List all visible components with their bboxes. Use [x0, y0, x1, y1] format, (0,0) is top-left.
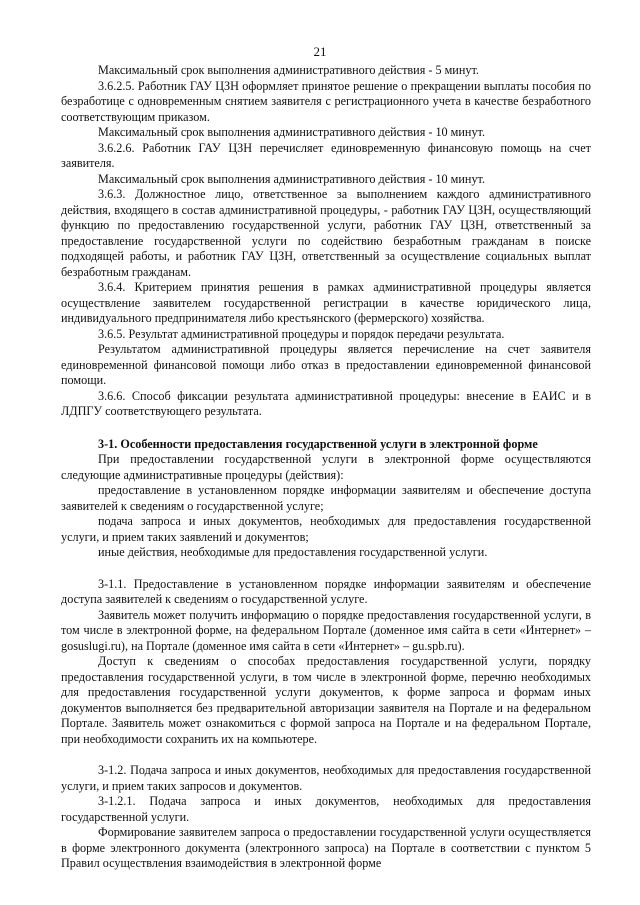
- section-heading-3-1: 3-1. Особенности предоставления государственной услуги в электронной форме: [98, 436, 538, 451]
- paragraph-applicant-info: Заявитель может получить информацию о порядке предоставления государственной услуги, в том числе в электронной форме, на федеральном Портале (доменное имя сайта в сети «Интернет» – gosuslugi.ru), на Портале (доменное имя сайта в сети «Интернет» – gu.spb.ru).: [61, 607, 591, 653]
- paragraph-max-time-5: Максимальный срок выполнения административного действия - 5 минут.: [98, 63, 479, 77]
- paragraph-max-time-10-a: Максимальный срок выполнения административного действия - 10 минут.: [98, 125, 485, 139]
- paragraph-3-6-3: 3.6.3. Должностное лицо, ответственное за выполнением каждого административного действия, входящего в состав административной процедуры, - работник ГАУ ЦЗН, осуществляющий функцию по предоставлению государственной услуги, работник ГАУ ЦЗН, ответственный за предоставление государственной услуги по содействию безработным гражданам в поиске подходящей работы, и работник ГАУ ЦЗН, ответственный за осуществление социальных выплат безработным гражданам.: [61, 187, 591, 279]
- document-body: [61, 63, 591, 872]
- paragraph-3-6-6: 3.6.6. Способ фиксации результата административной процедуры: внесение в ЕАИС и в ЛДПГУ соответствующего результата.: [61, 388, 591, 418]
- paragraph-3-6-4: 3.6.4. Критерием принятия решения в рамках административной процедуры является осуществление заявителем государственной регистрации в качестве юридического лица, индивидуального предпринимателя либо крестьянского (фермерского) хозяйства.: [61, 280, 591, 325]
- paragraph-3-1-2: 3-1.2. Подача запроса и иных документов, необходимых для предоставления государственной услуги, и прием таких запросов и документов.: [61, 763, 591, 793]
- paragraph-3-1-1: 3-1.1. Предоставление в установленном порядке информации заявителям и обеспечение доступа заявителей к сведениям о государственной услуге.: [61, 576, 591, 606]
- paragraph-3-6-5: 3.6.5. Результат административной процедуры и порядок передачи результата.: [98, 326, 505, 341]
- paragraph-max-time-10-b: Максимальный срок выполнения административного действия - 10 минут.: [98, 171, 485, 186]
- paragraph-procedure-submission: подача запроса и иных документов, необходимых для предоставления государственной услуги, и прием таких заявлений и документов;: [61, 514, 591, 544]
- paragraph-result: Результатом административной процедуры является перечисление на счет заявителя единовременной финансовой помощи либо отказ в предоставлении единовременной финансовой помощи.: [61, 342, 591, 387]
- paragraph-request-formation: Формирование заявителем запроса о предоставлении государственной услуги осуществляется в форме электронного документа (электронного запроса) на Портале в соответствии с пунктом 5 Правил осуществления взаимодействия в электронной форме: [61, 825, 591, 870]
- paragraph-3-6-2-5: 3.6.2.5. Работник ГАУ ЦЗН оформляет принятое решение о прекращении выплаты пособия по безработице с одновременным снятием заявителя с регистрационного учета в качестве безработного соответствующим приказом.: [61, 78, 591, 124]
- paragraph-3-6-2-6: 3.6.2.6. Работник ГАУ ЦЗН перечисляет единовременную финансовую помощь на счет заявителя.: [61, 140, 591, 170]
- paragraph-electronic-intro: При предоставлении государственной услуги в электронной форме осуществляются следующие административные процедуры (действия):: [61, 452, 591, 482]
- page-number: 21: [313, 44, 327, 59]
- paragraph-3-1-2-1: 3-1.2.1. Подача запроса и иных документов, необходимых для предоставления государственной услуги.: [61, 794, 591, 824]
- paragraph-procedure-other: иные действия, необходимые для предоставления государственной услуги.: [98, 545, 488, 559]
- paragraph-access-info: Доступ к сведениям о способах предоставления государственной услуги, порядку предоставления государственной услуги, в том числе в электронной форме, перечню необходимых для предоставления государственной услуги документов, к форме запроса и формам иных документов выполняется без предварительной авторизации заявителя на Портале и на федеральном Портале. Заявитель может ознакомиться с формой запроса на Портале и на федеральном Портале, при необходимости сохранить их на компьютере.: [61, 654, 591, 746]
- paragraph-procedure-info: предоставление в установленном порядке информации заявителям и обеспечение доступа заявителей к сведениям о государственной услуге;: [61, 483, 591, 513]
